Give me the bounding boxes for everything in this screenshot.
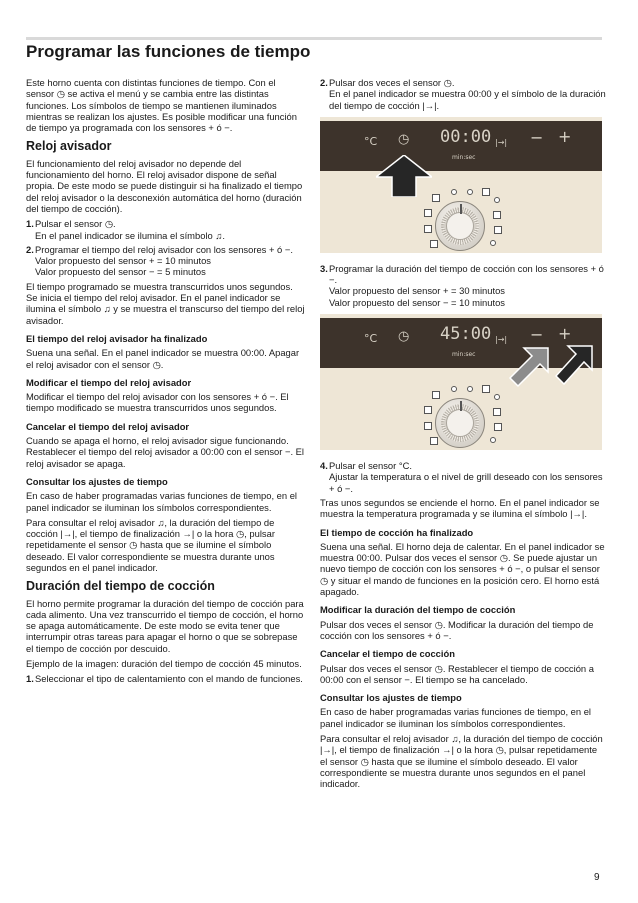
function-symbol-icon [430,437,438,445]
time-unit: min:sec [452,351,476,359]
paragraph: Pulsar dos veces el sensor ◷. Restablecer el tiempo de cocción a 00:00 con el sensor −. El tiempo se ha cancelado. [320,662,594,685]
function-symbol-icon [494,423,502,431]
function-symbol-icon [424,225,432,233]
celsius-sensor[interactable]: °C [364,134,378,148]
paragraph: Suena una señal. En el panel indicador se muestra 00:00. Apagar el reloj avisador con el sensor ◷. [26,347,300,370]
time-unit: min:sec [452,153,476,161]
oven-panel-illustration-1 [320,117,602,253]
function-symbol-icon [467,189,473,195]
paragraph: En caso de haber programadas varias funciones de tiempo, en el panel indicador se iluminan los símbolos correspondientes. [320,706,591,729]
function-symbol-icon [482,385,490,393]
clock-sensor-icon[interactable]: ◷ [398,329,410,345]
step-text: Programar el tiempo del reloj avisador con los sensores + ó −. [35,243,293,255]
duracion-step-3 [320,263,606,308]
plus-sensor[interactable]: + [558,126,572,146]
function-symbol-icon [494,394,500,400]
reloj-paragraph: El funcionamiento del reloj avisador no depende del funcionamiento del horno. El reloj avisador dispone de señal propia. De este modo se puede distinguir si ha finalizado el tiempo del reloj avisador o la desconexión automática del horno (duración del tiempo de cocción). [26,157,303,214]
step-number: 1. [26,218,34,230]
function-symbol-icon [451,386,457,392]
function-symbol-icon [432,194,440,202]
step-number: 3. [320,262,328,274]
left-column [26,77,305,688]
minus-sensor[interactable]: − [530,127,544,147]
function-symbol-icon [430,240,438,248]
subheading: Cancelar el tiempo del reloj avisador [26,420,190,432]
oven-panel-illustration-2 [320,314,602,450]
paragraph: Tras unos segundos se enciende el horno. En el panel indicador se muestra la temperatura programada y se ilumina el símbolo |→|. [320,496,600,520]
function-symbol-icon [424,422,432,430]
header-rule [26,37,602,40]
function-symbol-icon [494,226,502,234]
celsius-sensor[interactable]: °C [364,332,378,346]
step-text: Seleccionar el tipo de calentamiento con el mando de funciones. [35,673,303,685]
step-subtext: En el panel indicador se muestra 00:00 y el símbolo de la duración del tiempo de cocción |→|. [329,88,606,111]
plus-sensor[interactable]: + [558,324,572,344]
intro-paragraph: Este horno cuenta con distintas funciones de tiempo. Con el sensor ◷ se activa el menú y se cambia entre las distintas funciones. Los símbolos de tiempo se mantienen iluminados mientras se realizan los ajustes. Es posible modificar una función de tiempo ya programada con los sensores + ó −. [26,77,297,134]
time-display: 45:00 [440,324,492,345]
function-symbol-icon [494,197,500,203]
press-arrow-icon [504,344,554,394]
paragraph: Modificar el tiempo del reloj avisador con los sensores + ó −. El tiempo modificado se muestra transcurridos unos segundos. [26,391,289,414]
step-subtext: Valor propuesto del sensor − = 5 minutos [35,266,206,278]
reloj-paragraph: El tiempo programado se muestra transcurridos unos segundos. Se inicia el tiempo del reloj avisador. En el panel indicador se ilumina el símbolo ♫ y se muestra el transcurso del tiempo del reloj avisador. [26,280,305,326]
subheading: Consultar los ajustes de tiempo [26,475,168,487]
time-display: 00:00 [440,126,492,147]
step-subtext: En el panel indicador se ilumina el símbolo ♫. [35,229,225,241]
step-text: Programar la duración del tiempo de cocción con los sensores + ó −. [329,262,604,286]
clock-sensor-icon[interactable]: ◷ [398,131,410,147]
press-arrow-icon [552,342,602,392]
section-heading-reloj: Reloj avisador [26,139,112,154]
function-symbol-icon [493,211,501,219]
step-number: 2. [320,77,328,88]
minus-sensor[interactable]: − [530,325,544,345]
section-heading-duracion: Duración del tiempo de cocción [26,579,215,594]
page-number: 9 [594,872,600,883]
subheading: Consultar los ajustes de tiempo [320,692,462,704]
step-subtext: Valor propuesto del sensor − = 10 minutos [329,296,505,308]
reloj-step-1 [26,218,305,241]
function-symbol-icon [467,386,473,392]
paragraph: Cuando se apaga el horno, el reloj avisador sigue funcionando. Restablecer el tiempo del reloj avisador a 00:00 con el sensor −. El reloj avisador se apaga. [26,435,305,469]
duracion-step-1 [26,673,305,684]
subheading: Modificar la duración del tiempo de cocción [320,604,516,616]
step-number: 2. [26,243,34,255]
page-title: Programar las funciones de tiempo [26,42,311,61]
function-symbol-icon [424,209,432,217]
subheading: El tiempo del reloj avisador ha finalizado [26,332,208,344]
subheading: Modificar el tiempo del reloj avisador [26,376,192,388]
function-symbol-icon [424,406,432,414]
reloj-step-2 [26,244,305,278]
duration-icon: |→| [495,137,508,147]
function-symbol-icon [493,408,501,416]
step-number: 1. [26,673,34,685]
function-symbol-icon [432,391,440,399]
paragraph: Para consultar el reloj avisador ♫, la duración del tiempo de cocción |→|, el tiempo de finalización →| o la hora ◷, pulsar repetidamente el sensor ◷ hasta que se ilumine el símbolo deseado. El valor correspondiente se muestra durante unos segundos en el panel indicador. [26,516,275,573]
function-knob[interactable] [435,201,485,251]
paragraph: Pulsar dos veces el sensor ◷. Modificar la duración del tiempo de cocción con los sensores + ó −. [320,618,594,641]
step-text: Pulsar el sensor °C. [329,460,412,472]
step-subtext: Ajustar la temperatura o el nivel de grill deseado con los sensores + ó −. [329,471,603,494]
step-text: Pulsar dos veces el sensor ◷. [329,77,455,88]
function-symbol-icon [482,188,490,196]
subheading: El tiempo de cocción ha finalizado [320,526,474,538]
step-subtext: Valor propuesto del sensor + = 30 minutos [329,285,505,297]
press-arrow-icon [376,155,432,197]
paragraph: Suena una señal. El horno deja de calentar. En el panel indicador se muestra 00:00. Pulsar dos veces el sensor ◷. Se puede ajustar un nuevo tiempo de cocción con los sensores + ó −, o pulsar el sensor ◷ y situar el mando de funciones en la posición cero. El horno está apagado. [320,540,605,598]
paragraph: En caso de haber programadas varias funciones de tiempo, en el panel indicador se iluminan los símbolos correspondientes. [26,490,297,513]
duracion-step-2 [320,77,606,111]
function-symbol-icon [490,437,496,443]
paragraph: Para consultar el reloj avisador ♫, la duración del tiempo de cocción |→|, el tiempo de finalización →| o la hora ◷, pulsar repetidamente el sensor ◷ hasta que se ilumine el símbolo deseado. El valor correspondiente se muestra durante unos segundos en el panel indicador. [320,733,603,790]
function-knob[interactable] [435,398,485,448]
function-symbol-icon [490,240,496,246]
right-column [320,77,606,794]
paragraph: Ejemplo de la imagen: duración del tiempo de cocción 45 minutos. [26,658,302,670]
step-number: 4. [320,460,328,472]
control-display [320,121,602,171]
duracion-step-4 [320,460,606,494]
paragraph: El horno permite programar la duración del tiempo de cocción para cada alimento. Una vez transcurrido el tiempo de cocción, el horno se apaga automáticamente. De este modo se evita tener que interrumpir otras tareas para apagar el horno o que se sobrepase el tiempo de cocción por descuido. [26,597,304,654]
function-symbol-icon [451,189,457,195]
step-text: Pulsar el sensor ◷. [35,218,116,230]
duration-icon: |→| [495,335,508,345]
subheading: Cancelar el tiempo de cocción [320,648,455,660]
step-subtext: Valor propuesto del sensor + = 10 minutos [35,255,211,267]
